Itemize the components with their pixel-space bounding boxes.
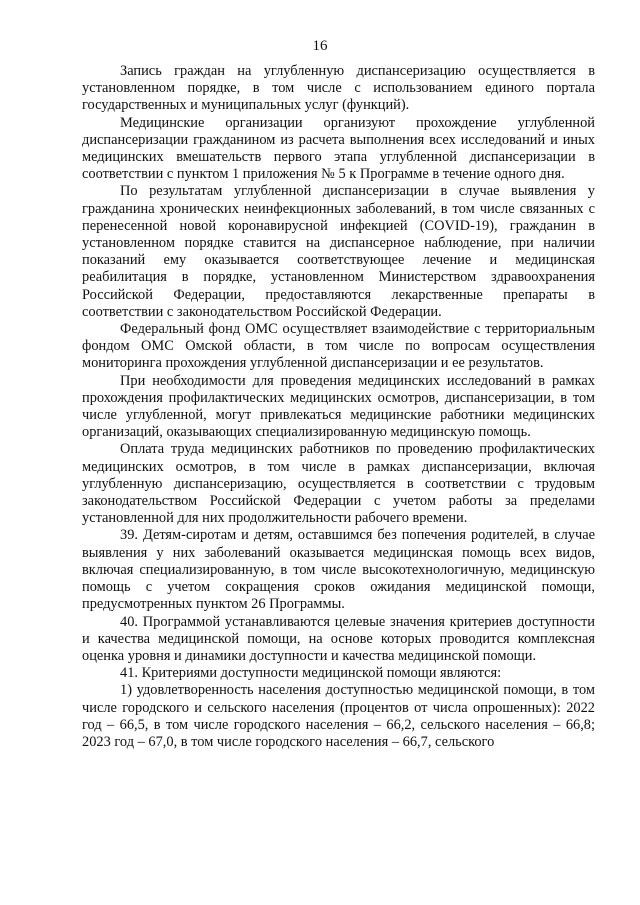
paragraph-medical-organizations: Медицинские организации организуют прохождение углубленной диспансеризации гражданином из расчета выполнения всех исследований и иных медицинских вмешательств первого этапа углубленной диспансеризации в соответствии с пунктом 1 приложения № 5 к Программе в течение одного дня. [82,114,595,183]
paragraph-enrollment: Запись граждан на углубленную диспансеризацию осуществляется в установленном порядке, в том числе с использованием единого портала государственных и муниципальных услуг (функций). [82,63,595,114]
page-number: 16 [312,38,328,54]
paragraph-medical-workers: При необходимости для проведения медицинских исследований в рамках прохождения профилактических медицинских осмотров, диспансеризации, в том числе углубленной, могут привлекаться медицинские работники медицинских организаций, оказывающих специализированную медицинскую помощь. [82,372,595,441]
paragraph-criterion-1: 1) удовлетворенность населения доступностью медицинской помощи, в том числе городского и сельского населения (процентов от числа опрошенных): 2022 год – 66,5, в том числе городского населения – 66,2, сельского населения – 66,8; 2023 год – 67,0, в том числе городского населения – 66,7, сельского [82,682,595,750]
paragraph-item-40: 40. Программой устанавливаются целевые значения критериев доступности и качества медицинской помощи, на основе которых проводится комплексная оценка уровня и динамики доступности и качества медицинской помощи. [82,613,595,664]
paragraph-item-39: 39. Детям-сиротам и детям, оставшимся без попечения родителей, в случае выявления у них заболеваний оказывается медицинская помощь всех видов, включая специализированную, в том числе высокотехнологичную, медицинскую помощь с учетом сокращения сроков ожидания медицинской помощи, предусмотренных пунктом 26 Программы. [82,527,595,613]
paragraph-results: По результатам углубленной диспансеризации в случае выявления у гражданина хронических неинфекционных заболеваний, в том числе связанных с перенесенной новой коронавирусной инфекцией (COVID-19), гражданин в установленном порядке ставится на диспансерное наблюдение, при наличии показаний ему оказывается соответствующее лечение и медицинская реабилитация в порядке, установленном Министерством здравоохранения Российской Федерации, предоставляются лекарственные препараты в соответствии с законодательством Российской Федерации. [82,183,595,320]
paragraph-payment: Оплата труда медицинских работников по проведению профилактических медицинских осмотров, в том числе в рамках диспансеризации, включая углубленную диспансеризацию, осуществляется в соответствии с трудовым законодательством Российской Федерации с учетом работы за пределами установленной для них продолжительности рабочего времени. [82,441,595,527]
paragraph-federal-fund: Федеральный фонд ОМС осуществляет взаимодействие с территориальным фондом ОМС Омской области, в том числе по вопросам осуществления мониторинга прохождения углубленной диспансеризации и ее результатов. [82,321,595,372]
paragraph-item-41: 41. Критериями доступности медицинской помощи являются: [120,665,502,682]
document-body [82,63,595,751]
